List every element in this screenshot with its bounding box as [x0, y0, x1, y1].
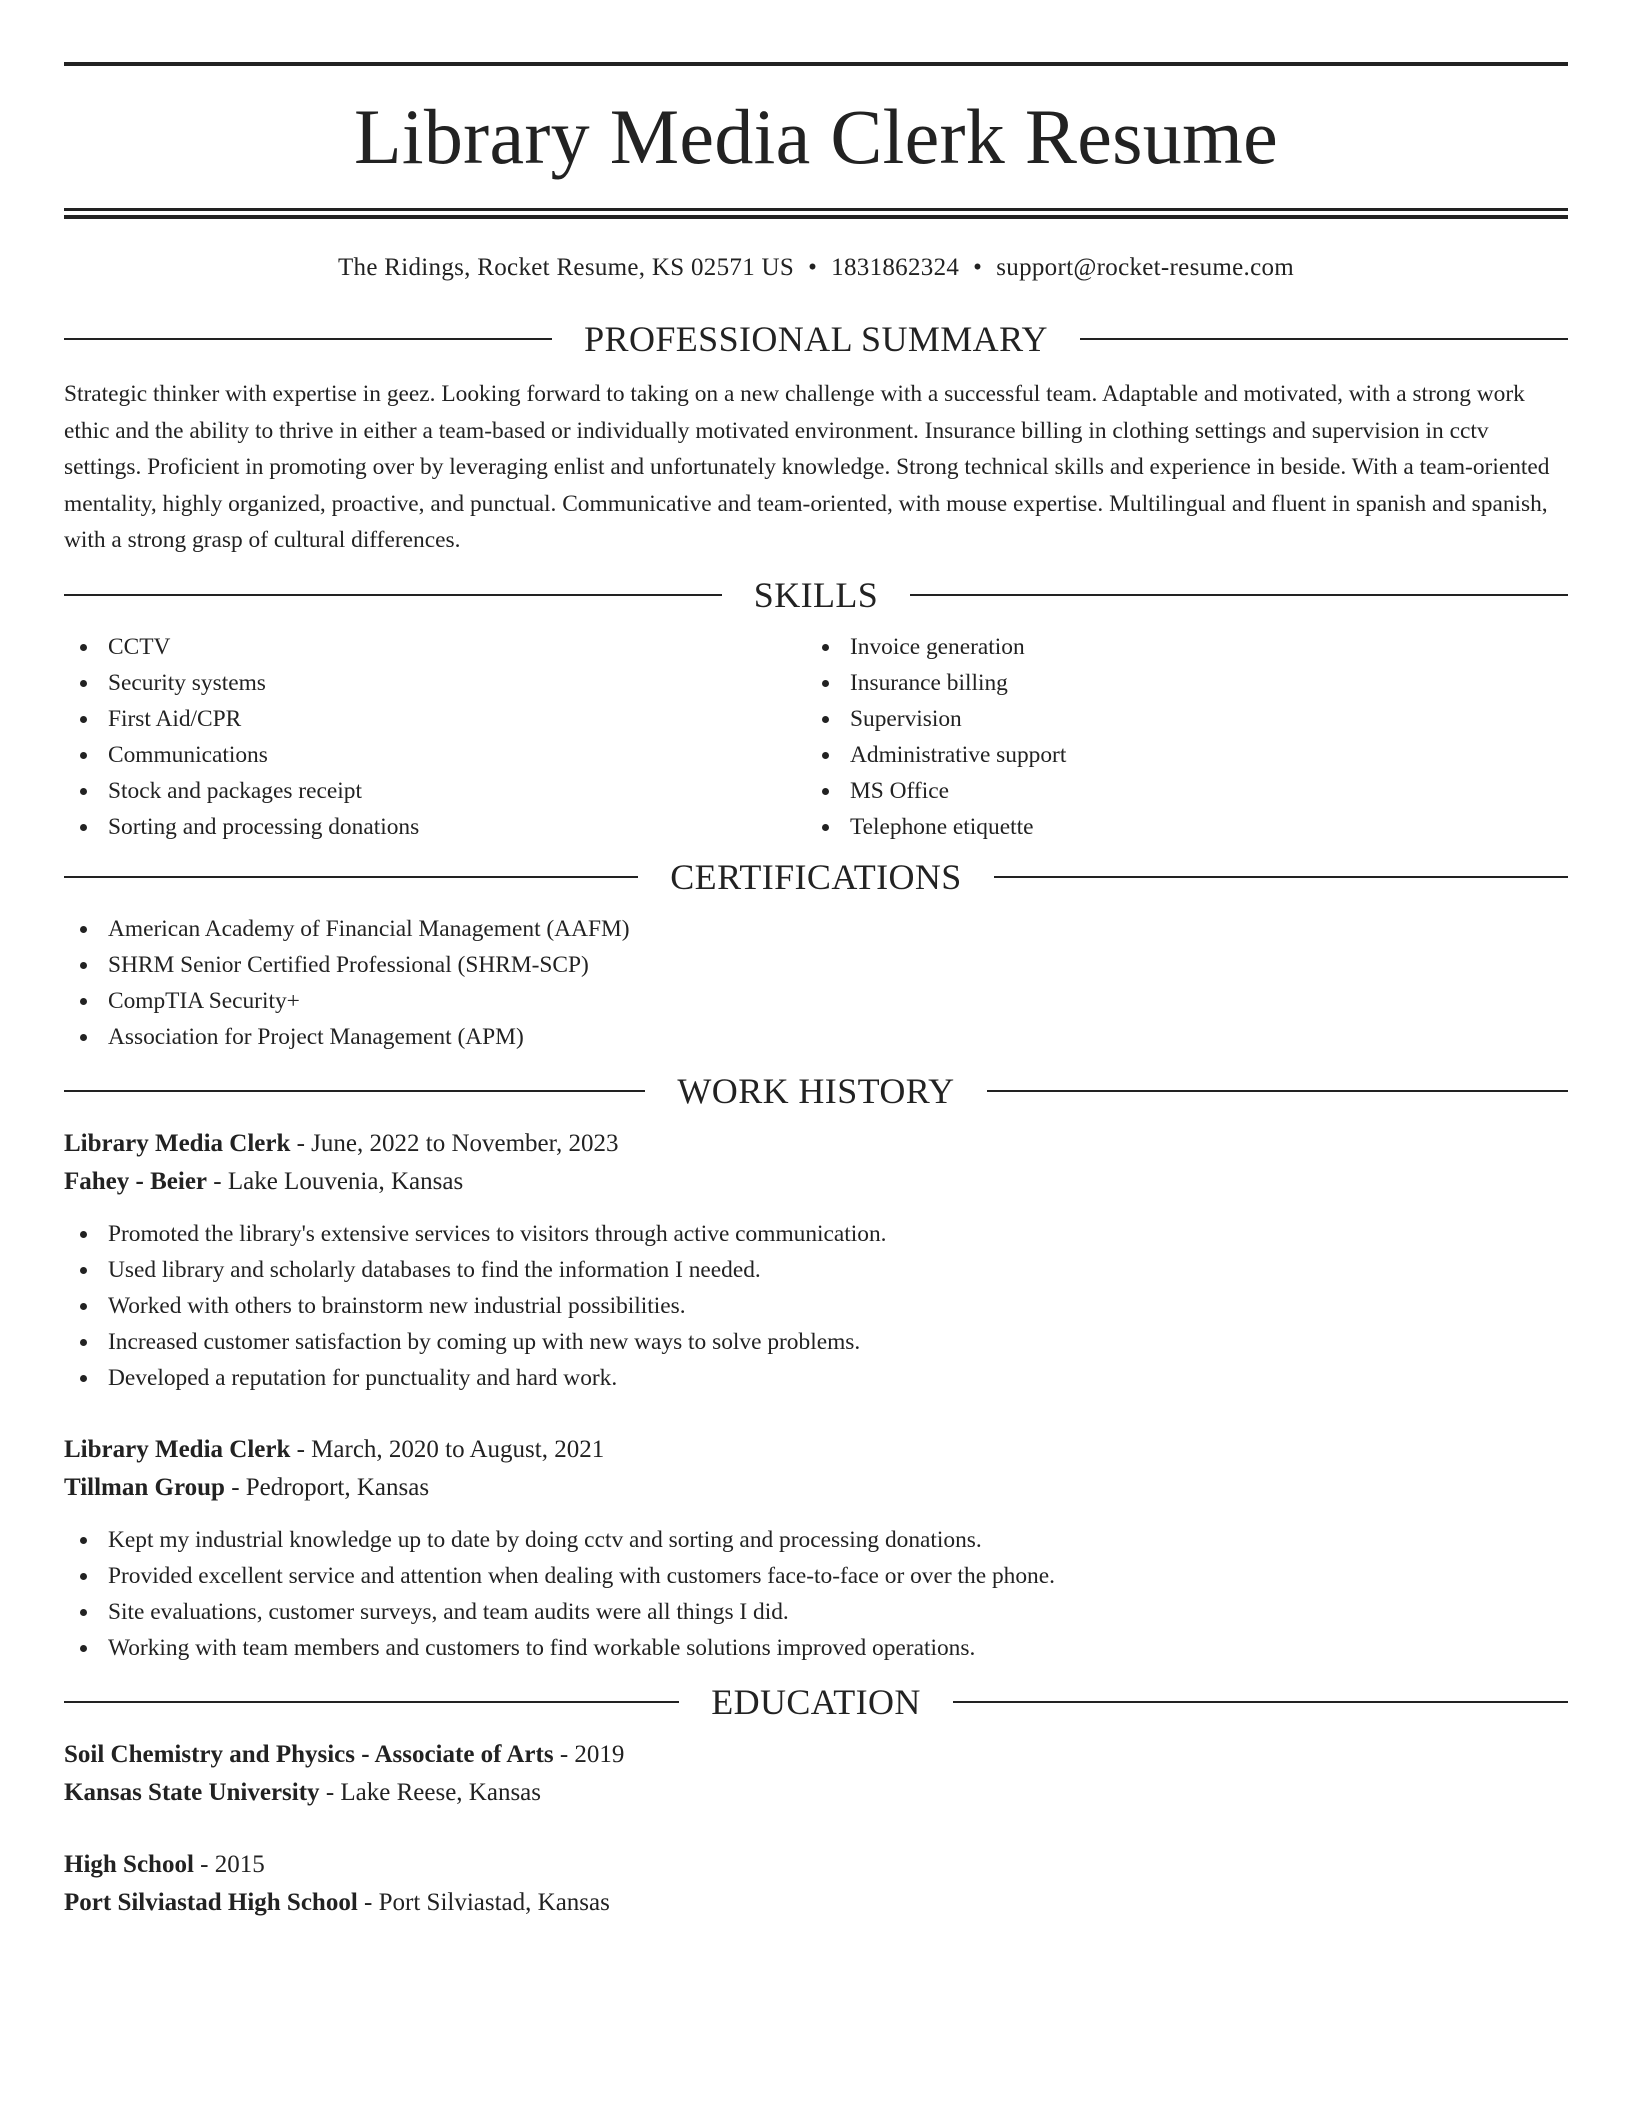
skill-item: Security systems [64, 665, 806, 701]
education-degree-line [64, 1846, 1568, 1884]
skill-item: Administrative support [806, 737, 1548, 773]
education-location: - Port Silviastad, Kansas [357, 1888, 610, 1916]
job-duty: Used library and scholarly databases to find the information I needed. [64, 1252, 1568, 1288]
job-duty: Increased customer satisfaction by coming up with new ways to solve problems. [64, 1324, 1568, 1360]
job-company: Fahey - Beier [64, 1167, 208, 1195]
education-school-line [64, 1774, 1568, 1812]
job-company-line [64, 1163, 1568, 1201]
education-school: Port Silviastad High School [64, 1888, 358, 1916]
section-title-work-history: WORK HISTORY [677, 1070, 955, 1111]
skill-item: CCTV [64, 629, 806, 665]
section-title-certifications: CERTIFICATIONS [670, 856, 962, 897]
section-header-skills [64, 573, 1568, 617]
education-entry [64, 1736, 1568, 1812]
job-dates: - June, 2022 to November, 2023 [290, 1129, 619, 1157]
contact-line [64, 252, 1568, 284]
job-location: - Pedroport, Kansas [224, 1473, 430, 1501]
contact-phone: 1831862324 [831, 254, 960, 281]
education-year: - 2015 [193, 1850, 265, 1878]
skills-list-right [806, 629, 1548, 845]
section-header-summary [64, 317, 1568, 361]
section-header-education [64, 1680, 1568, 1724]
section-rule-right [953, 1701, 1568, 1703]
job-duty: Kept my industrial knowledge up to date by doing cctv and sorting and processing donations. [64, 1522, 1568, 1558]
job-duties-list [64, 1216, 1568, 1396]
section-rule-right [994, 876, 1568, 878]
education-degree: Soil Chemistry and Physics - Associate of Arts [64, 1740, 554, 1768]
top-rule [64, 62, 1568, 66]
certification-item: Association for Project Management (APM) [64, 1019, 1568, 1055]
job-title: Library Media Clerk [64, 1435, 291, 1463]
certifications-list [64, 911, 1568, 1055]
job-dates: - March, 2020 to August, 2021 [290, 1435, 605, 1463]
skill-item: Supervision [806, 701, 1548, 737]
contact-separator: • [973, 254, 983, 281]
skills-list-left [64, 629, 806, 845]
section-header-work-history [64, 1069, 1568, 1113]
summary-text: Strategic thinker with expertise in geez. Looking forward to taking on a new challenge with a successful team. Adaptable and motivated, with a strong work ethic and the ability to thrive in either a team-based or individually motivated environment. Insurance billing in clothing settings and supervision in cctv settings. Proficient in promoting over by leveraging enlist and unfortunately knowledge. Strong technical skills and experience in beside. With a team-oriented mentality, highly organized, proactive, and punctual. Communicative and team-oriented, with mouse expertise. Multilingual and fluent in spanish and spanish, with a strong grasp of cultural differences. [64, 381, 1550, 553]
title-double-rule [64, 208, 1568, 219]
skill-item: Stock and packages receipt [64, 773, 806, 809]
certification-item: American Academy of Financial Management (AAFM) [64, 911, 1568, 947]
job-duty: Developed a reputation for punctuality and hard work. [64, 1360, 1568, 1396]
section-title-education: EDUCATION [711, 1681, 921, 1722]
job-title-line [64, 1125, 1568, 1163]
job-duty: Working with team members and customers to find workable solutions improved operations. [64, 1630, 1568, 1666]
skill-item: Communications [64, 737, 806, 773]
section-header-certifications [64, 855, 1568, 899]
job-company: Tillman Group [64, 1473, 225, 1501]
section-rule-left [64, 338, 552, 340]
job-duty: Provided excellent service and attention when dealing with customers face-to-face or over the phone. [64, 1558, 1568, 1594]
certification-item: CompTIA Security+ [64, 983, 1568, 1019]
contact-email[interactable]: support@rocket-resume.com [996, 254, 1295, 281]
skill-item: First Aid/CPR [64, 701, 806, 737]
skills-grid [64, 629, 1568, 845]
certification-item: SHRM Senior Certified Professional (SHRM-SCP) [64, 947, 1568, 983]
job-title: Library Media Clerk [64, 1129, 291, 1157]
education-school-line [64, 1884, 1568, 1922]
job-entry [64, 1125, 1568, 1396]
job-company-line [64, 1469, 1568, 1507]
contact-separator: • [808, 254, 818, 281]
education-degree: High School [64, 1850, 194, 1878]
section-rule-right [987, 1090, 1568, 1092]
section-rule-right [1080, 338, 1568, 340]
contact-address: The Ridings, Rocket Resume, KS 02571 US [337, 254, 795, 281]
section-rule-right [910, 594, 1568, 596]
skill-item: Invoice generation [806, 629, 1548, 665]
job-duty: Promoted the library's extensive services to visitors through active communication. [64, 1216, 1568, 1252]
section-rule-left [64, 594, 722, 596]
job-duty: Worked with others to brainstorm new industrial possibilities. [64, 1288, 1568, 1324]
job-duties-list [64, 1522, 1568, 1666]
education-school: Kansas State University [64, 1778, 320, 1806]
education-entry [64, 1846, 1568, 1922]
education-location: - Lake Reese, Kansas [319, 1778, 541, 1806]
section-rule-left [64, 1701, 679, 1703]
section-title-skills: SKILLS [753, 574, 879, 615]
job-title-line [64, 1431, 1568, 1469]
skill-item: Insurance billing [806, 665, 1548, 701]
section-title-summary: PROFESSIONAL SUMMARY [584, 319, 1048, 359]
job-location: - Lake Louvenia, Kansas [207, 1167, 464, 1195]
resume-title: Library Media Clerk Resume [353, 93, 1279, 180]
section-rule-left [64, 876, 638, 878]
education-year: - 2019 [553, 1740, 625, 1768]
skill-item: MS Office [806, 773, 1548, 809]
job-entry [64, 1431, 1568, 1666]
education-degree-line [64, 1736, 1568, 1774]
job-duty: Site evaluations, customer surveys, and team audits were all things I did. [64, 1594, 1568, 1630]
skill-item: Sorting and processing donations [64, 809, 806, 845]
section-rule-left [64, 1090, 645, 1092]
skill-item: Telephone etiquette [806, 809, 1548, 845]
